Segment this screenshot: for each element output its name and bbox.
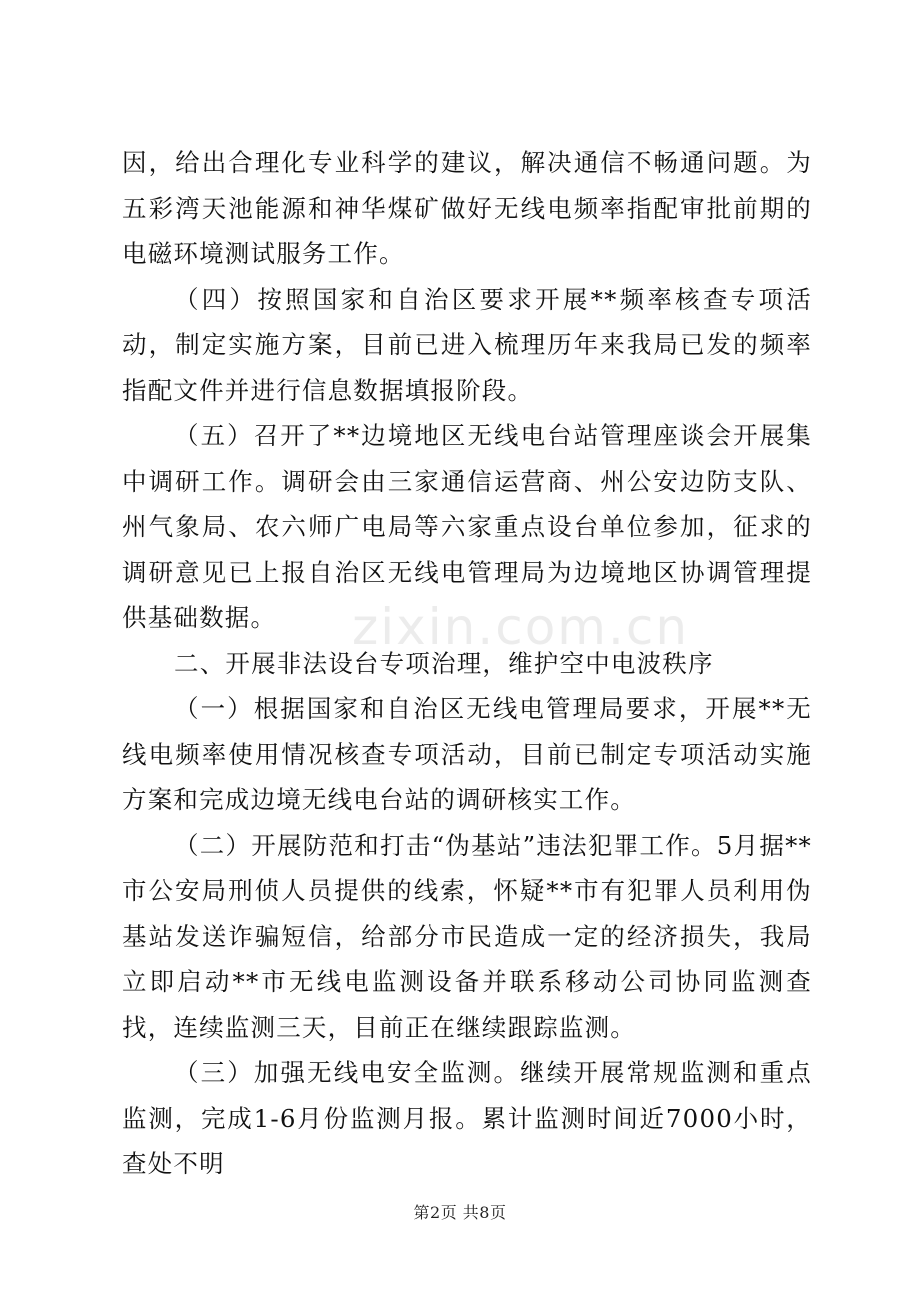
paragraph-item-3: （三）加强无线电安全监测。继续开展常规监测和重点监测，完成1-6月份监测月报。累计监测时间近7000小时，查处不明 (122, 1058, 812, 1178)
page-footer: 第2页 共8页 (413, 1203, 507, 1222)
document-body (122, 140, 812, 1187)
paragraph-item-4: （四）按照国家和自治区要求开展**频率核查专项活动，制定实施方案，目前已进入梳理历年来我局已发的频率指配文件并进行信息数据填报阶段。 (122, 284, 812, 405)
watermark: zixin.com.cn (352, 598, 690, 656)
paragraph-item-1: （一）根据国家和自治区无线电管理局要求，开展**无线电频率使用情况核查专项活动，目前已制定专项活动实施方案和完成边境无线电台站的调研核实工作。 (122, 694, 812, 814)
paragraph-item-5: （五）召开了**边境地区无线电台站管理座谈会开展集中调研工作。调研会由三家通信运营商、州公安边防支队、州气象局、农六师广电局等六家重点设台单位参加，征求的调研意见已上报自治区无线电管理局为边境地区协调管理提供基础数据。 (122, 421, 812, 632)
section-heading: 二、开展非法设台专项治理，维护空中电波秩序 (174, 648, 714, 678)
paragraph-continuation: 因，给出合理化专业科学的建议，解决通信不畅通问题。为五彩湾天池能源和神华煤矿做好无线电频率指配审批前期的电磁环境测试服务工作。 (122, 148, 812, 268)
paragraph-item-2: （二）开展防范和打击“伪基站”违法犯罪工作。5月据**市公安局刑侦人员提供的线索，怀疑**市有犯罪人员利用伪基站发送诈骗短信，给部分市民造成一定的经济损失，我局立即启动**市无线电监测设备并联系移动公司协同监测查找，连续监测三天，目前正在继续跟踪监测。 (122, 830, 812, 1042)
